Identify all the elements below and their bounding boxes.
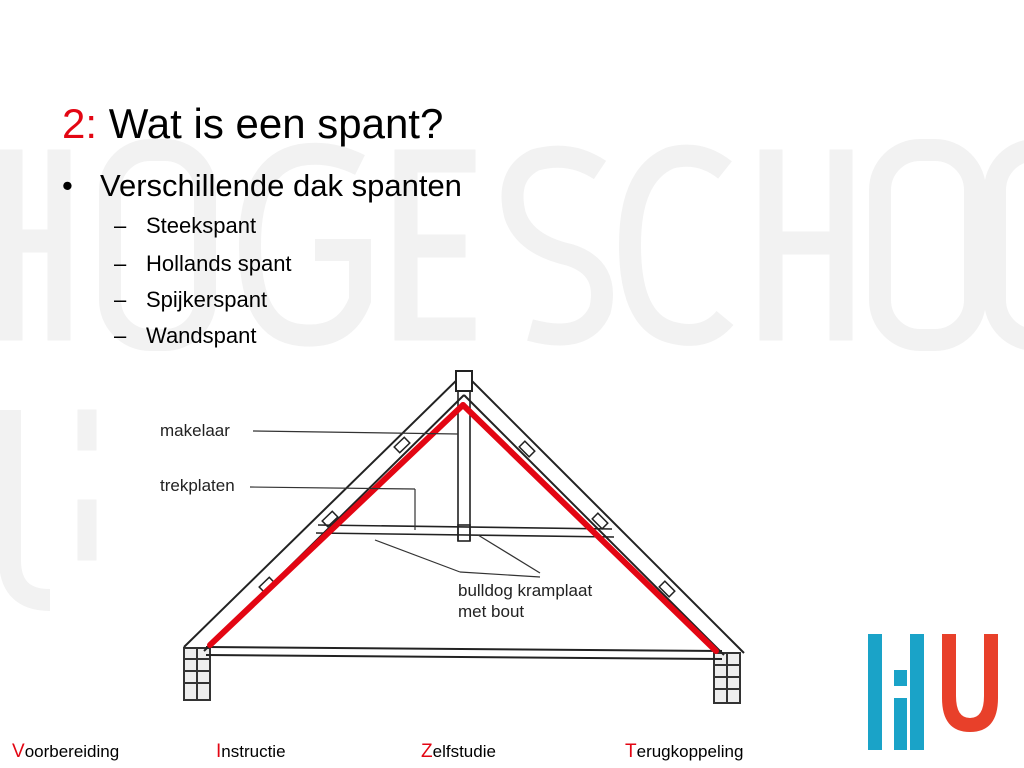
subitem-label: Steekspant — [146, 213, 257, 238]
footer-rest: elfstudie — [432, 742, 496, 761]
subitem-steekspant — [114, 212, 256, 240]
hu-logo-icon — [866, 634, 1002, 750]
ridge-cap — [456, 371, 472, 391]
dash-icon: – — [114, 213, 127, 238]
footer-instructie[interactable] — [216, 741, 286, 763]
dash-icon: – — [114, 287, 127, 312]
label-bulldog-line2: met bout — [458, 602, 525, 621]
slide-title — [62, 96, 443, 152]
footer-initial: V — [12, 741, 25, 762]
bullet-dot-icon: • — [62, 168, 73, 203]
subitem-label: Wandspant — [146, 323, 257, 348]
label-makelaar: makelaar — [160, 421, 230, 440]
right-wall — [714, 653, 740, 703]
subitem-label: Spijkerspant — [146, 287, 268, 312]
subitem-hollands-spant — [114, 250, 292, 278]
label-trekplaten: trekplaten — [160, 476, 235, 495]
dash-icon: – — [114, 323, 127, 348]
bullet-text: Verschillende dak spanten — [100, 168, 462, 203]
title-number: 2: — [62, 100, 98, 147]
label-bulldog-line1: bulldog kramplaat — [458, 581, 593, 600]
dash-icon: – — [114, 251, 127, 276]
subitem-label: Hollands spant — [146, 251, 292, 276]
leader-lines — [250, 431, 540, 577]
footer-rest: nstructie — [221, 742, 286, 761]
footer-rest: oorbereiding — [24, 742, 120, 761]
footer-initial: I — [216, 741, 222, 762]
footer-initial: Z — [421, 741, 433, 762]
collar-beam — [316, 525, 614, 537]
footer-initial: T — [625, 741, 637, 762]
bullet-item — [62, 166, 462, 206]
tie-beam — [206, 647, 722, 659]
footer-terugkoppeling[interactable] — [625, 741, 743, 763]
footer-zelfstudie[interactable] — [421, 741, 496, 763]
truss-diagram — [120, 345, 770, 715]
title-text: Wat is een spant? — [108, 100, 444, 147]
subitem-spijkerspant — [114, 286, 267, 314]
footer-voorbereiding[interactable] — [12, 741, 119, 763]
footer-rest: erugkoppeling — [636, 742, 744, 761]
